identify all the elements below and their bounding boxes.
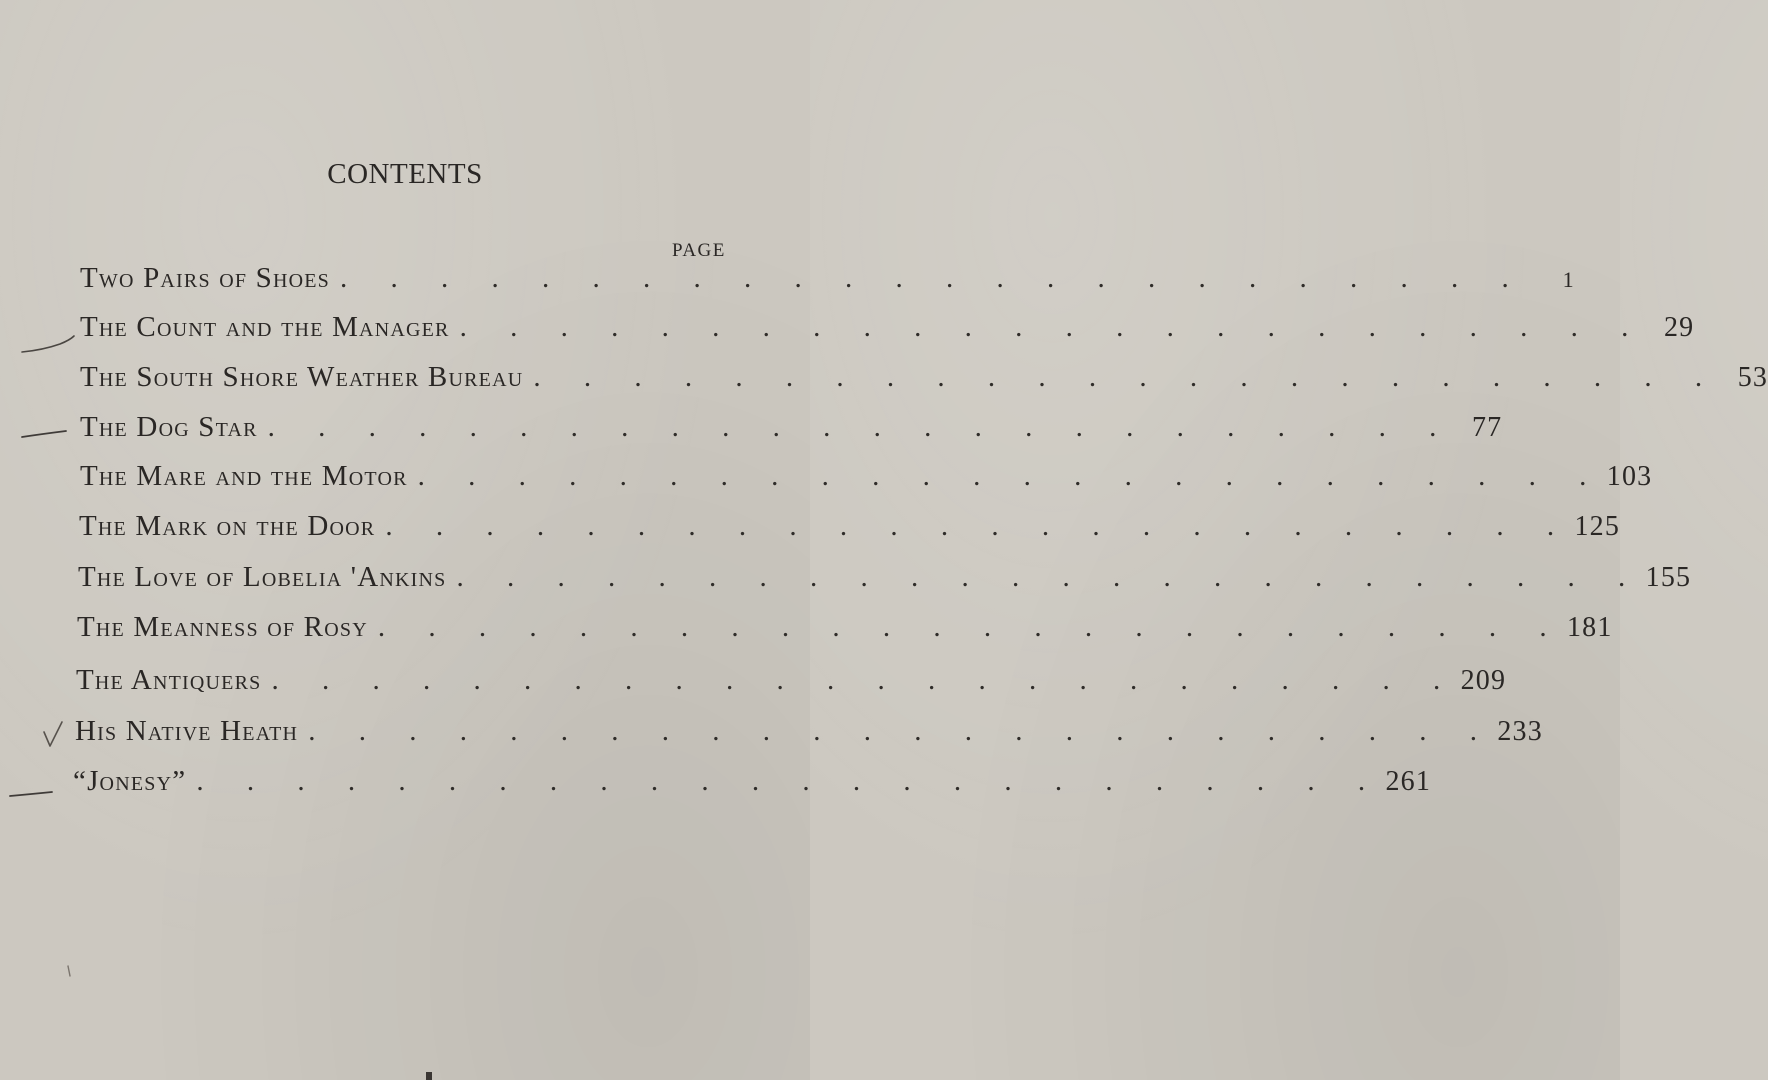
dot-leader: . . . . . . . . . . . . . . . . . . . . . . . .: [417, 460, 1605, 492]
toc-entry-page: 155: [1645, 562, 1692, 593]
dot-leader: . . . . . . . . . . . . . . . . . . . . . . . .: [377, 611, 1565, 643]
toc-entry: [80, 361, 1768, 401]
contents-heading: CONTENTS: [327, 158, 483, 190]
dot-leader: . . . . . . . . . . . . . . . . . . . . . . . .: [385, 510, 1573, 542]
page-blemish: [64, 964, 74, 980]
toc-entry-page: 209: [1460, 665, 1507, 696]
pencil-dash-mark: [18, 425, 70, 441]
toc-entry-page: 233: [1497, 716, 1543, 747]
pencil-dash-mark: [6, 786, 58, 802]
toc-entry: [79, 510, 1621, 550]
toc-entry-page: 125: [1574, 511, 1621, 542]
pencil-dash-mark: [18, 332, 78, 356]
toc-entry-title: The Mare and the Motor: [80, 460, 408, 492]
toc-entry-page: 261: [1385, 766, 1432, 797]
toc-entry-page: 77: [1471, 412, 1503, 443]
dot-leader: . . . . . . . . . . . . . . . . . . . . . . . .: [267, 411, 1455, 443]
page-column-label: PAGE: [672, 240, 726, 261]
toc-entry: [73, 765, 1432, 805]
toc-entry: [78, 561, 1692, 601]
toc-entry-title: The Dog Star: [80, 411, 258, 443]
dot-leader: . . . . . . . . . . . . . . . . . . . . . . . .: [308, 715, 1495, 747]
toc-entry: [76, 664, 1507, 704]
toc-entry: [75, 715, 1543, 755]
toc-entry-page: 29: [1663, 312, 1695, 343]
toc-entry-title: His Native Heath: [75, 715, 299, 747]
toc-entry: [80, 411, 1503, 451]
pencil-check-mark: [38, 718, 68, 752]
toc-entry-title: The South Shore Weather Bureau: [80, 361, 524, 393]
toc-entry-page: 53: [1737, 362, 1768, 393]
toc-entry: [80, 262, 1575, 302]
toc-entry-title: The Mark on the Door: [79, 510, 376, 542]
toc-entry: [77, 611, 1613, 651]
dot-leader: . . . . . . . . . . . . . . . . . . . . . . . .: [271, 664, 1459, 696]
toc-entry-title: The Meanness of Rosy: [77, 611, 368, 643]
toc-entry-page: 103: [1606, 461, 1653, 492]
toc-entry-title: The Antiquers: [76, 664, 262, 696]
toc-entry-page: 1: [1562, 267, 1575, 292]
toc-entry-title: The Love of Lobelia 'Ankins: [78, 561, 447, 593]
dot-leader: . . . . . . . . . . . . . . . . . . . . . . . .: [340, 262, 1527, 294]
dot-leader: . . . . . . . . . . . . . . . . . . . . . . . .: [459, 311, 1647, 343]
page-speck: [426, 1072, 432, 1080]
toc-entry-page: 181: [1566, 612, 1613, 643]
toc-entry: [80, 460, 1653, 500]
toc-entry-title: Two Pairs of Shoes: [80, 262, 331, 294]
dot-leader: . . . . . . . . . . . . . . . . . . . . . . . .: [533, 361, 1721, 393]
toc-entry-title: The Count and the Manager: [80, 311, 450, 343]
dot-leader: . . . . . . . . . . . . . . . . . . . . . . . .: [196, 765, 1384, 797]
dot-leader: . . . . . . . . . . . . . . . . . . . . . . . .: [456, 561, 1644, 593]
toc-entry-title: “Jonesy”: [73, 765, 187, 797]
toc-entry: [80, 311, 1695, 351]
